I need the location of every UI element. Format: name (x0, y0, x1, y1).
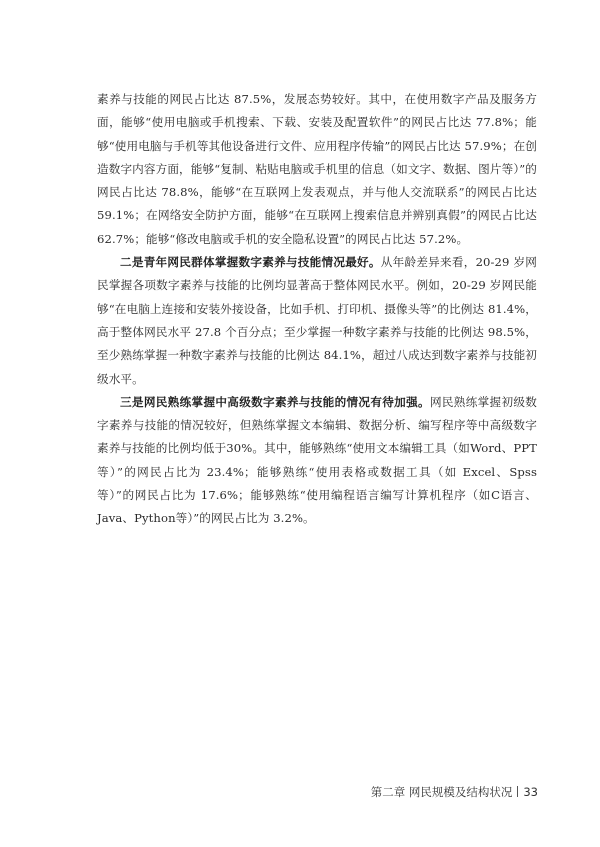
page-number: 33 (523, 785, 538, 799)
paragraph-text: 网民熟练掌握初级数字素养与技能的情况较好，但熟练掌握文本编辑、数据分析、编写程序等中高级数字素养与技能的比例均低于30%。其中，能够熟练“使用文本编辑工具（如Word、PPT等）”的网民占比为 23.4%；能够熟练“使用表格或数据工具（如 Excel、Spss 等）”的网民占比为 17.6%；能够熟练“使用编程语言编写计算机程序（如C语言、Java、Python等）”的网民占比为 3.2%。 (97, 394, 537, 526)
document-body (97, 88, 537, 531)
paragraph-lead-heading: 二是青年网民群体掌握数字素养与技能情况最好。 (120, 255, 381, 270)
page-footer (371, 784, 538, 800)
paragraph-youth-users (97, 251, 537, 391)
paragraph-continuation (97, 88, 537, 251)
paragraph-lead-heading: 三是网民熟练掌握中高级数字素养与技能的情况有待加强。 (120, 394, 430, 409)
paragraph-advanced-skills (97, 391, 537, 531)
chapter-title: 第二章 网民规模及结构状况 (370, 785, 513, 799)
footer-divider (517, 786, 518, 797)
paragraph-text: 素养与技能的网民占比达 87.5%，发展态势较好。其中，在使用数字产品及服务方面，能够“使用电脑或手机搜索、下载、安装及配置软件”的网民占比达 77.8%；能够“使用电脑与手机等其他设备进行文件、应用程序传输”的网民占比达 57.9%；在创造数字内容方面，能够“复制、粘贴电脑或手机里的信息（如文字、数据、图片等）”的网民占比达 78.8%，能够“在互联网上发表观点，并与他人交流联系”的网民占比达 59.1%；在网络安全防护方面，能够“在互联网上搜索信息并辨别真假”的网民占比达 62.7%；能够“修改电脑或手机的安全隐私设置”的网民占比达 57.2%。 (97, 92, 537, 246)
paragraph-text: 从年龄差异来看，20-29 岁网民掌握各项数字素养与技能的比例均显著高于整体网民水平。例如，20-29 岁网民能够“在电脑上连接和安装外接设备，比如手机、打印机、摄像头等”的比例达 81.4%，高于整体网民水平 27.8 个百分点；至少掌握一种数字素养与技能的比例达 98.5%，至少熟练掌握一种数字素养与技能的比例达 84.1%，超过八成达到数字素养与技能初级水平。 (97, 255, 537, 386)
